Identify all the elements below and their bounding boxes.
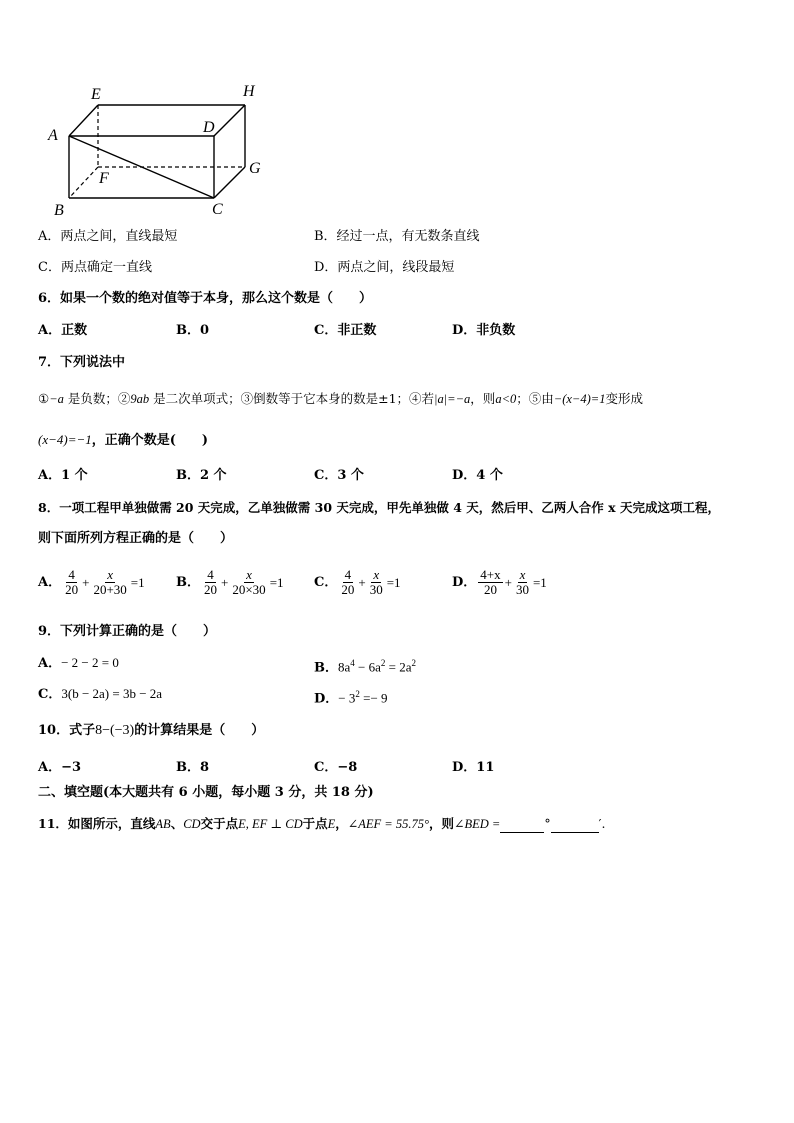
- q9-option-d: [314, 685, 388, 708]
- label-D: D: [203, 119, 215, 136]
- q7-math: (x−4)=−1: [38, 432, 92, 447]
- q7-math: |a|=−a: [434, 392, 471, 406]
- q9-expression: − 6a: [354, 659, 381, 675]
- q7-math: −(x−4)=1: [553, 392, 606, 406]
- minute-symbol: ′: [598, 816, 602, 831]
- q8-option-b: [176, 568, 284, 597]
- numerator: 4: [68, 567, 75, 582]
- denominator: 20: [204, 582, 217, 597]
- numerator: 4+x: [480, 567, 501, 582]
- denominator: 20+30: [93, 582, 127, 597]
- q8-option-label: B．: [176, 574, 200, 590]
- fraction: [339, 568, 356, 597]
- fraction: [368, 568, 385, 597]
- q11-math: E, EF ⊥ CD: [238, 817, 303, 831]
- q6-option-a: A．正数: [38, 323, 88, 338]
- label-E: E: [91, 86, 101, 103]
- denominator: 20: [341, 582, 355, 597]
- q9-expression: − 3: [338, 690, 356, 706]
- fraction: [514, 568, 531, 597]
- numerator: x: [519, 567, 526, 582]
- plus-sign: +: [358, 574, 366, 590]
- q9-option-c: [38, 685, 162, 704]
- numerator: 4: [344, 567, 352, 582]
- q11-text: 交于点: [200, 816, 239, 831]
- q8-stem-line2: 则下面所列方程正确的是（ ）: [38, 531, 234, 546]
- q7-text: ，正确个数是( ): [91, 433, 209, 448]
- q6-stem: 6．如果一个数的绝对值等于本身，那么这个数是（ ）: [38, 291, 373, 306]
- q7-text: ，则: [470, 391, 496, 406]
- plus-sign: +: [504, 574, 512, 590]
- q9-expression: 3(b − 2a) = 3b − 2a: [61, 686, 163, 701]
- q7-option-c: C．3 个: [314, 468, 364, 483]
- exponent: 2: [380, 658, 386, 668]
- equation-rhs: =1: [269, 574, 284, 590]
- fraction: [478, 568, 502, 597]
- q8-option-d: [452, 568, 547, 597]
- plus-sign: +: [82, 574, 90, 590]
- q7-statements-line2: [38, 431, 208, 450]
- q11-text: ，: [335, 816, 348, 831]
- q9-expression: − 2 − 2 = 0: [61, 655, 119, 670]
- q7-option-d: D．4 个: [452, 468, 503, 483]
- q11-math: AB: [155, 817, 171, 831]
- exponent: 2: [355, 689, 360, 699]
- q7-math: −a: [49, 392, 64, 406]
- q10-text: 10．式子: [38, 723, 96, 738]
- q8-option-a: [38, 568, 145, 597]
- q5-option-a: A．两点之间，直线最短: [38, 229, 178, 244]
- denominator: 30: [515, 582, 529, 597]
- exponent: 4: [350, 658, 355, 668]
- q7-text: 是负数；②: [63, 391, 131, 406]
- q9-expression: =− 9: [359, 690, 388, 706]
- label-F: F: [99, 170, 109, 187]
- numerator: x: [373, 567, 380, 582]
- q6-option-c: C．非正数: [314, 323, 377, 338]
- q7-math: 9ab: [130, 392, 150, 406]
- denominator: 30: [369, 582, 383, 597]
- exponent: 2: [411, 658, 416, 668]
- q10-option-a: A．−3: [38, 760, 82, 775]
- q6-option-d: D．非负数: [452, 323, 516, 338]
- answer-blank-degrees[interactable]: [500, 832, 544, 833]
- section-heading: 二、填空题(本大题共有 6 小题，每小题 3 分，共 18 分): [38, 785, 374, 800]
- q5-option-b: B．经过一点，有无数条直线: [314, 229, 480, 244]
- q10-option-b: B．8: [176, 760, 210, 775]
- q9-option-b: [314, 654, 416, 677]
- q11-stem: [38, 815, 605, 833]
- q7-text: 是二次单项式；③倒数等于它本身的数是±1；④若: [149, 391, 435, 406]
- denominator: 20×30: [232, 582, 266, 597]
- q9-option-label: D．: [314, 691, 339, 707]
- equation-rhs: =1: [532, 574, 547, 590]
- q11-math: E: [327, 817, 336, 831]
- degree-symbol: °: [544, 816, 551, 831]
- fraction: [63, 568, 80, 597]
- label-A: A: [48, 127, 58, 144]
- q9-option-a: [38, 654, 119, 673]
- q8-option-label: C．: [314, 574, 338, 590]
- q11-text: 、: [170, 816, 184, 831]
- q8-stem-line1: 8．一项工程甲单独做需 20 天完成，乙单独做需 30 天完成，甲先单独做 4 天，然后甲、乙两人合作 x 天完成这项工程，: [38, 500, 720, 515]
- q7-option-a: A．1 个: [38, 468, 88, 483]
- plus-sign: +: [221, 574, 229, 590]
- q11-math: ∠BED =: [454, 817, 501, 831]
- q7-text: ；⑤由: [516, 391, 554, 406]
- q8-option-label: D．: [452, 574, 477, 590]
- equation-rhs: =1: [130, 574, 145, 590]
- fraction: [91, 568, 128, 597]
- q11-text: ，则: [429, 816, 455, 831]
- q9-option-label: B．: [314, 660, 338, 676]
- q7-stem: 7．下列说法中: [38, 355, 126, 370]
- q11-text: 11．如图所示，直线: [38, 816, 156, 831]
- answer-blank-minutes[interactable]: [551, 832, 599, 833]
- q10-option-d: D．11: [452, 760, 495, 775]
- q9-option-label: C．: [38, 687, 62, 702]
- q7-text: ①: [38, 391, 50, 406]
- q7-option-b: B．2 个: [176, 468, 227, 483]
- equation-rhs: =1: [386, 574, 401, 590]
- label-G: G: [249, 160, 261, 177]
- q6-option-b: B．0: [176, 323, 210, 338]
- label-B: B: [54, 202, 64, 219]
- q9-expression: = 2a: [385, 659, 412, 675]
- denominator: 20: [483, 582, 497, 597]
- numerator: 4: [207, 567, 214, 582]
- q7-text: 变形成: [605, 391, 643, 406]
- q7-statements-line1: [38, 390, 643, 408]
- fraction: [230, 568, 267, 597]
- q10-stem: [38, 722, 264, 740]
- q9-stem: 9．下列计算正确的是（ ）: [38, 624, 217, 639]
- q8-option-label: A．: [38, 574, 62, 590]
- q9-option-label: A．: [38, 656, 62, 671]
- q7-math: a<0: [495, 392, 517, 406]
- q5-option-c: C．两点确定一直线: [38, 260, 152, 275]
- q9-expression: 8a: [338, 659, 351, 675]
- denominator: 20: [65, 582, 79, 597]
- q10-text: 的计算结果是（ ）: [134, 723, 265, 738]
- q11-math: CD: [183, 817, 201, 831]
- period: .: [601, 816, 606, 831]
- label-H: H: [243, 83, 255, 100]
- q5-option-d: D．两点之间，线段最短: [314, 260, 455, 275]
- q10-expression: 8−(−3): [95, 723, 135, 738]
- numerator: x: [107, 567, 113, 582]
- label-C: C: [212, 201, 223, 218]
- numerator: x: [246, 567, 252, 582]
- q8-option-c: [314, 568, 401, 597]
- fraction: [202, 568, 219, 597]
- cuboid-figure: [40, 78, 280, 220]
- q11-text: 于点: [302, 816, 328, 831]
- q10-option-c: C．−8: [314, 760, 358, 775]
- q11-math: ∠AEF = 55.75°: [347, 817, 429, 831]
